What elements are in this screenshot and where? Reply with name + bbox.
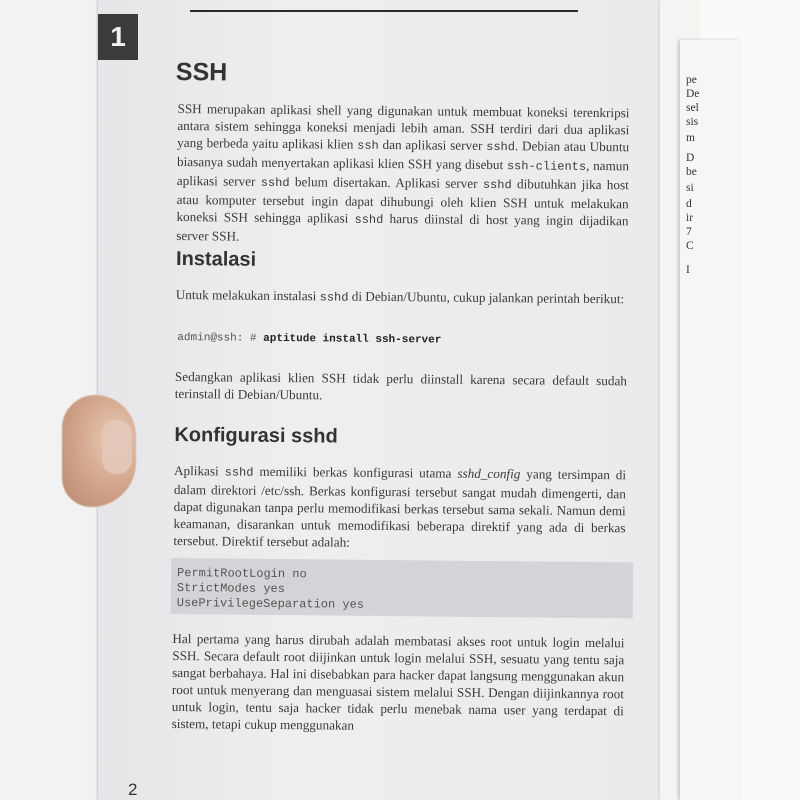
next-page-fragment: be bbox=[686, 166, 697, 178]
ssh-intro-paragraph: SSH merupakan aplikasi shell yang digunakan untuk membuat koneksi terenkripsi antara sistem sehingga koneksi menjadi lebih aman. SSH terdiri dari dua aplikasi yang berbeda yaitu aplikasi klien ssh dan aplikasi server sshd. Debian atau Ubuntu biasanya sudah menyertakan aplikasi klien SSH yang disebut ssh-clients, namun aplikasi server sshd belum disertakan. Aplikasi server sshd dibutuhkan jika host atau komputer tersebut ingin dapat dihubungi oleh klien SSH untuk melakukan koneksi SSH sehingga aplikasi sshd harus diinstal di host yang ingin dijadikan server SSH. bbox=[176, 100, 630, 244]
next-page-fragment: I bbox=[686, 264, 690, 276]
page-content bbox=[91, 0, 659, 800]
section-heading-konfigurasi: Konfigurasi sshd bbox=[174, 423, 338, 448]
next-page-fragment: De bbox=[686, 88, 700, 100]
command-text: aptitude install ssh-server bbox=[263, 332, 442, 347]
section-title-ssh: SSH bbox=[175, 57, 228, 87]
next-page-fragment: 7 bbox=[686, 226, 692, 238]
next-page-fragment: D bbox=[686, 152, 695, 164]
next-page-fragment: sel bbox=[686, 102, 699, 114]
code-line: StrictModes yes bbox=[176, 581, 286, 597]
section-heading-instalasi: Instalasi bbox=[175, 247, 257, 271]
konfigurasi-paragraph: Aplikasi sshd memiliki berkas konfigurasi utama sshd_config yang tersimpan di dalam direktori /etc/ssh. Berkas konfigurasi tersebut sangat mudah dimengerti, dan dapat digunakan tanpa perlu memodifikasi berkas tersebut sama sekali. Namun demi keamanan, disarankan untuk memodifikasi beberapa direktif yang ada di berkas tersebut. Direktif tersebut adalah: bbox=[173, 462, 627, 550]
next-page-fragment: si bbox=[686, 182, 694, 194]
code-line: UsePrivilegeSeparation yes bbox=[176, 596, 365, 612]
instalasi-paragraph: Untuk melakukan instalasi sshd di Debian/Ubuntu, cukup jalankan perintah berikut: bbox=[175, 286, 625, 307]
chapter-tab: 1 bbox=[98, 14, 138, 60]
next-page-fragment: m bbox=[686, 132, 695, 144]
next-page-fragment: ir bbox=[686, 212, 694, 224]
next-page-fragment: pe bbox=[686, 74, 697, 86]
next-page-fragment: C bbox=[686, 240, 694, 252]
page-number: 2 bbox=[128, 780, 138, 799]
shell-prompt: admin@ssh: # bbox=[177, 332, 264, 345]
instalasi-after-paragraph: Sedangkan aplikasi klien SSH tidak perlu diinstall karena secara default sudah terinstall di Debian/Ubuntu. bbox=[174, 368, 628, 403]
next-page-fragment: d bbox=[686, 198, 692, 210]
konfigurasi-after-paragraph: Hal pertama yang harus dirubah adalah membatasi akses root untuk login melalui SSH. Secara default root diijinkan untuk login melalui SSH, sesuatu yang tentu saja sangat berbahaya. Hal ini disebabkan para hacker dapat langsung menggunakan akun root untuk menyerang dan menguasai sistem melalui SSH. Dengan diijinkannya root untuk login, tentu saja hacker tidak perlu menebak nama user yang terdapat di sistem, tetapi cukup menggunakan bbox=[171, 630, 625, 733]
next-page-fragment: sis bbox=[686, 116, 699, 128]
code-line: PermitRootLogin no bbox=[177, 566, 307, 582]
next-page-sliver bbox=[680, 40, 740, 800]
book-page bbox=[98, 0, 658, 800]
install-command bbox=[177, 332, 441, 347]
thumbnail-nail bbox=[102, 420, 132, 474]
config-code-block bbox=[171, 558, 634, 618]
